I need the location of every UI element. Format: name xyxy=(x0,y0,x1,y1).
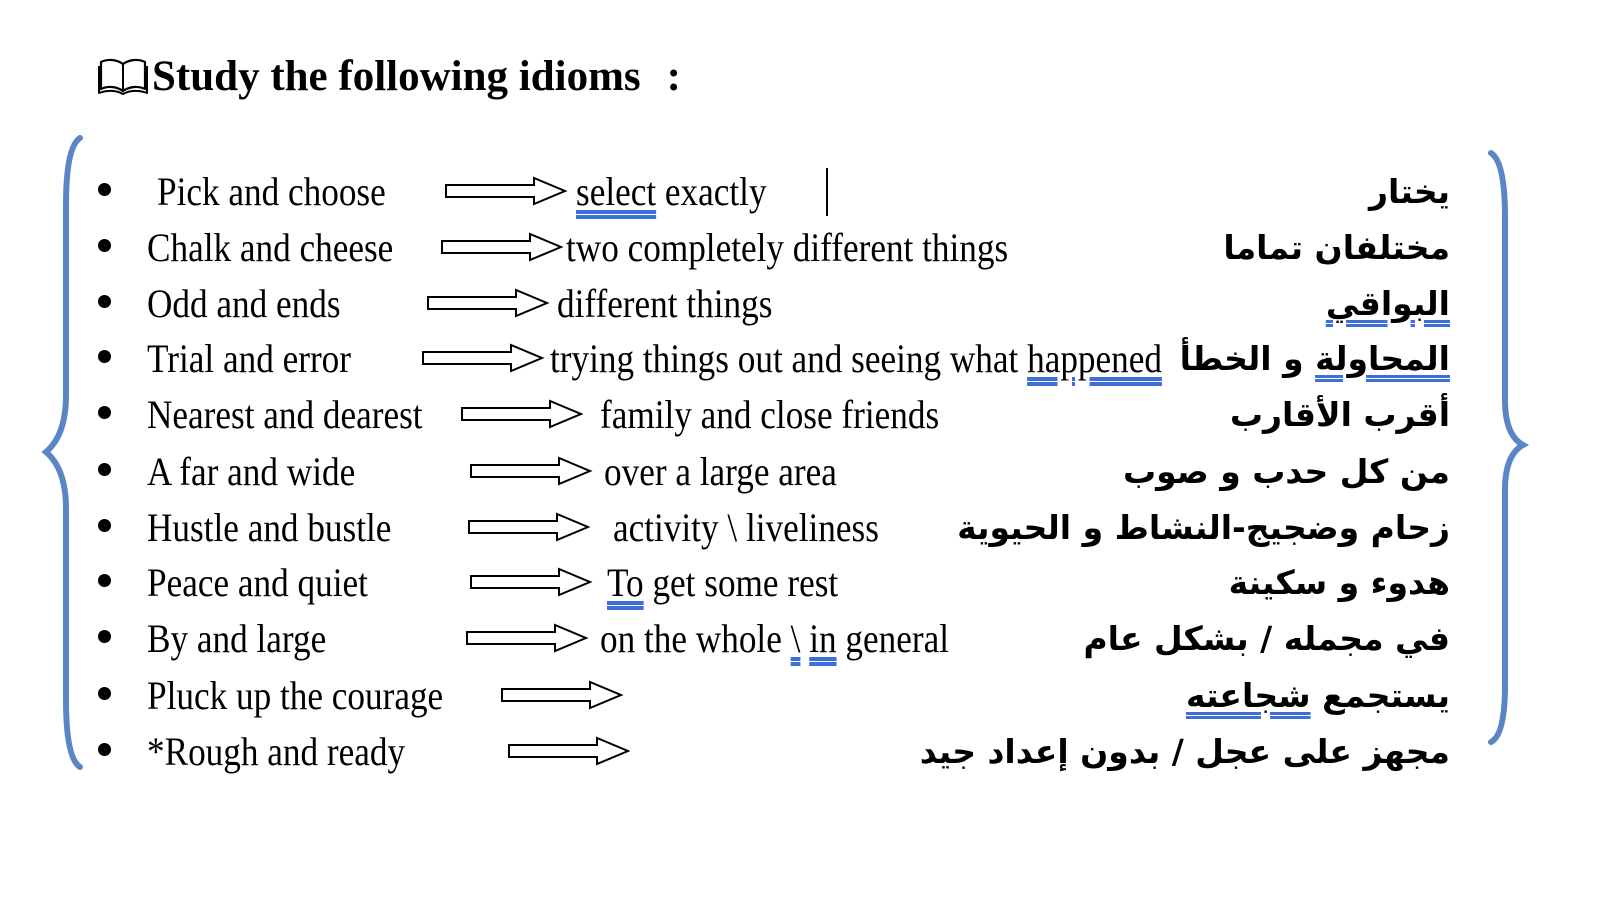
bullet-icon xyxy=(98,574,111,587)
meaning-text xyxy=(566,226,1008,270)
arabic-translation xyxy=(1230,393,1450,437)
bullet-icon xyxy=(98,630,111,643)
bullet-icon xyxy=(98,519,111,532)
idiom-text: Peace and quiet xyxy=(147,560,368,605)
text-segment: مختلفان تماما xyxy=(1223,228,1450,267)
arabic-translation xyxy=(1186,674,1450,718)
idiom-row xyxy=(0,387,1600,443)
text-segment: activity \ liveliness xyxy=(613,505,879,550)
text-segment: مجهز على عجل / بدون إعداد جيد xyxy=(919,732,1450,771)
text-segment: يستجمع xyxy=(1310,676,1450,715)
underlined-text: شجاعته xyxy=(1185,676,1311,715)
text-segment xyxy=(800,616,809,661)
text-segment: و الخطأ xyxy=(1179,339,1316,378)
text-segment: يختار xyxy=(1368,172,1450,211)
idiom-row xyxy=(0,276,1600,332)
text-segment: over a large area xyxy=(604,449,837,494)
idiom-text: Trial and error xyxy=(147,336,351,381)
arabic-translation xyxy=(1229,561,1450,605)
bullet-icon xyxy=(98,239,111,252)
arabic-translation xyxy=(1083,617,1450,661)
arrow-icon xyxy=(500,680,624,710)
idiom-row xyxy=(0,220,1600,276)
bullet-icon xyxy=(98,350,111,363)
text-segment: أقرب الأقارب xyxy=(1229,395,1450,434)
underlined-text: To xyxy=(607,560,644,605)
underlined-text: in xyxy=(809,616,837,661)
text-segment: trying things out and seeing what xyxy=(550,336,1028,381)
arrow-icon xyxy=(426,288,550,318)
text-segment: on the whole xyxy=(600,616,791,661)
meaning-text xyxy=(600,393,939,437)
open-book-icon xyxy=(98,56,148,96)
text-segment: different things xyxy=(557,281,773,326)
idiom-text: Pick and choose xyxy=(157,169,386,214)
arabic-translation xyxy=(1123,450,1450,494)
arrow-icon xyxy=(467,512,591,542)
text-segment: exactly xyxy=(656,169,767,214)
meaning-text xyxy=(550,337,1162,381)
meaning-text xyxy=(600,617,949,661)
idiom-row xyxy=(0,668,1600,724)
idiom-text: A far and wide xyxy=(147,449,356,494)
idiom-text: Pluck up the courage xyxy=(147,673,444,718)
idiom-row xyxy=(0,500,1600,556)
arrow-icon xyxy=(469,567,593,597)
bullet-icon xyxy=(98,687,111,700)
bullet-icon xyxy=(98,463,111,476)
text-segment: في مجمله / بشكل عام xyxy=(1083,619,1450,658)
bullet-icon xyxy=(98,295,111,308)
bullet-icon xyxy=(98,743,111,756)
idiom-row xyxy=(0,724,1600,780)
idiom-text: By and large xyxy=(147,616,327,661)
arrow-icon xyxy=(469,456,593,486)
arabic-translation xyxy=(1180,337,1450,381)
bullet-icon xyxy=(98,183,111,196)
text-segment: family and close friends xyxy=(600,392,940,437)
arrow-icon xyxy=(460,399,584,429)
underlined-text: \ xyxy=(790,616,801,661)
arabic-translation xyxy=(1326,282,1450,326)
idiom-text: Odd and ends xyxy=(147,281,341,326)
arabic-translation xyxy=(957,506,1450,550)
text-segment: get some rest xyxy=(643,560,839,605)
arrow-icon xyxy=(444,176,568,206)
underlined-text: happened xyxy=(1027,336,1162,381)
text-segment: general xyxy=(836,616,949,661)
meaning-text xyxy=(576,170,767,214)
idiom-text: Nearest and dearest xyxy=(147,392,423,437)
arrow-icon xyxy=(507,736,631,766)
underlined-text: المحاولة xyxy=(1315,339,1450,378)
text-segment: زحام وضجيج-النشاط و الحيوية xyxy=(957,508,1450,547)
text-segment: two completely different things xyxy=(566,225,1009,270)
idiom-row xyxy=(0,555,1600,611)
arabic-translation xyxy=(1223,226,1450,270)
arabic-translation xyxy=(920,730,1450,774)
idiom-row xyxy=(0,331,1600,387)
idiom-row xyxy=(0,611,1600,667)
text-segment: من كل حدب و صوب xyxy=(1123,452,1450,491)
underlined-text: select xyxy=(576,169,657,214)
idiom-text: Chalk and cheese xyxy=(147,225,394,270)
page-title xyxy=(98,46,681,106)
arrow-icon xyxy=(465,623,589,653)
meaning-text xyxy=(607,561,838,605)
meaning-text xyxy=(613,506,879,550)
text-segment: هدوء و سكينة xyxy=(1228,563,1450,602)
idiom-row xyxy=(0,164,1600,220)
title-colon: : xyxy=(666,52,681,100)
meaning-text xyxy=(557,282,772,326)
idiom-row xyxy=(0,444,1600,500)
underlined-text: البواقي xyxy=(1325,284,1450,323)
idiom-text: *Rough and ready xyxy=(147,729,406,774)
arabic-translation xyxy=(1369,170,1450,214)
arrow-icon xyxy=(421,343,545,373)
idiom-text: Hustle and bustle xyxy=(147,505,392,550)
bullet-icon xyxy=(98,406,111,419)
arrow-icon xyxy=(440,232,564,262)
title-text: Study the following idioms xyxy=(152,52,641,100)
meaning-text xyxy=(604,450,837,494)
